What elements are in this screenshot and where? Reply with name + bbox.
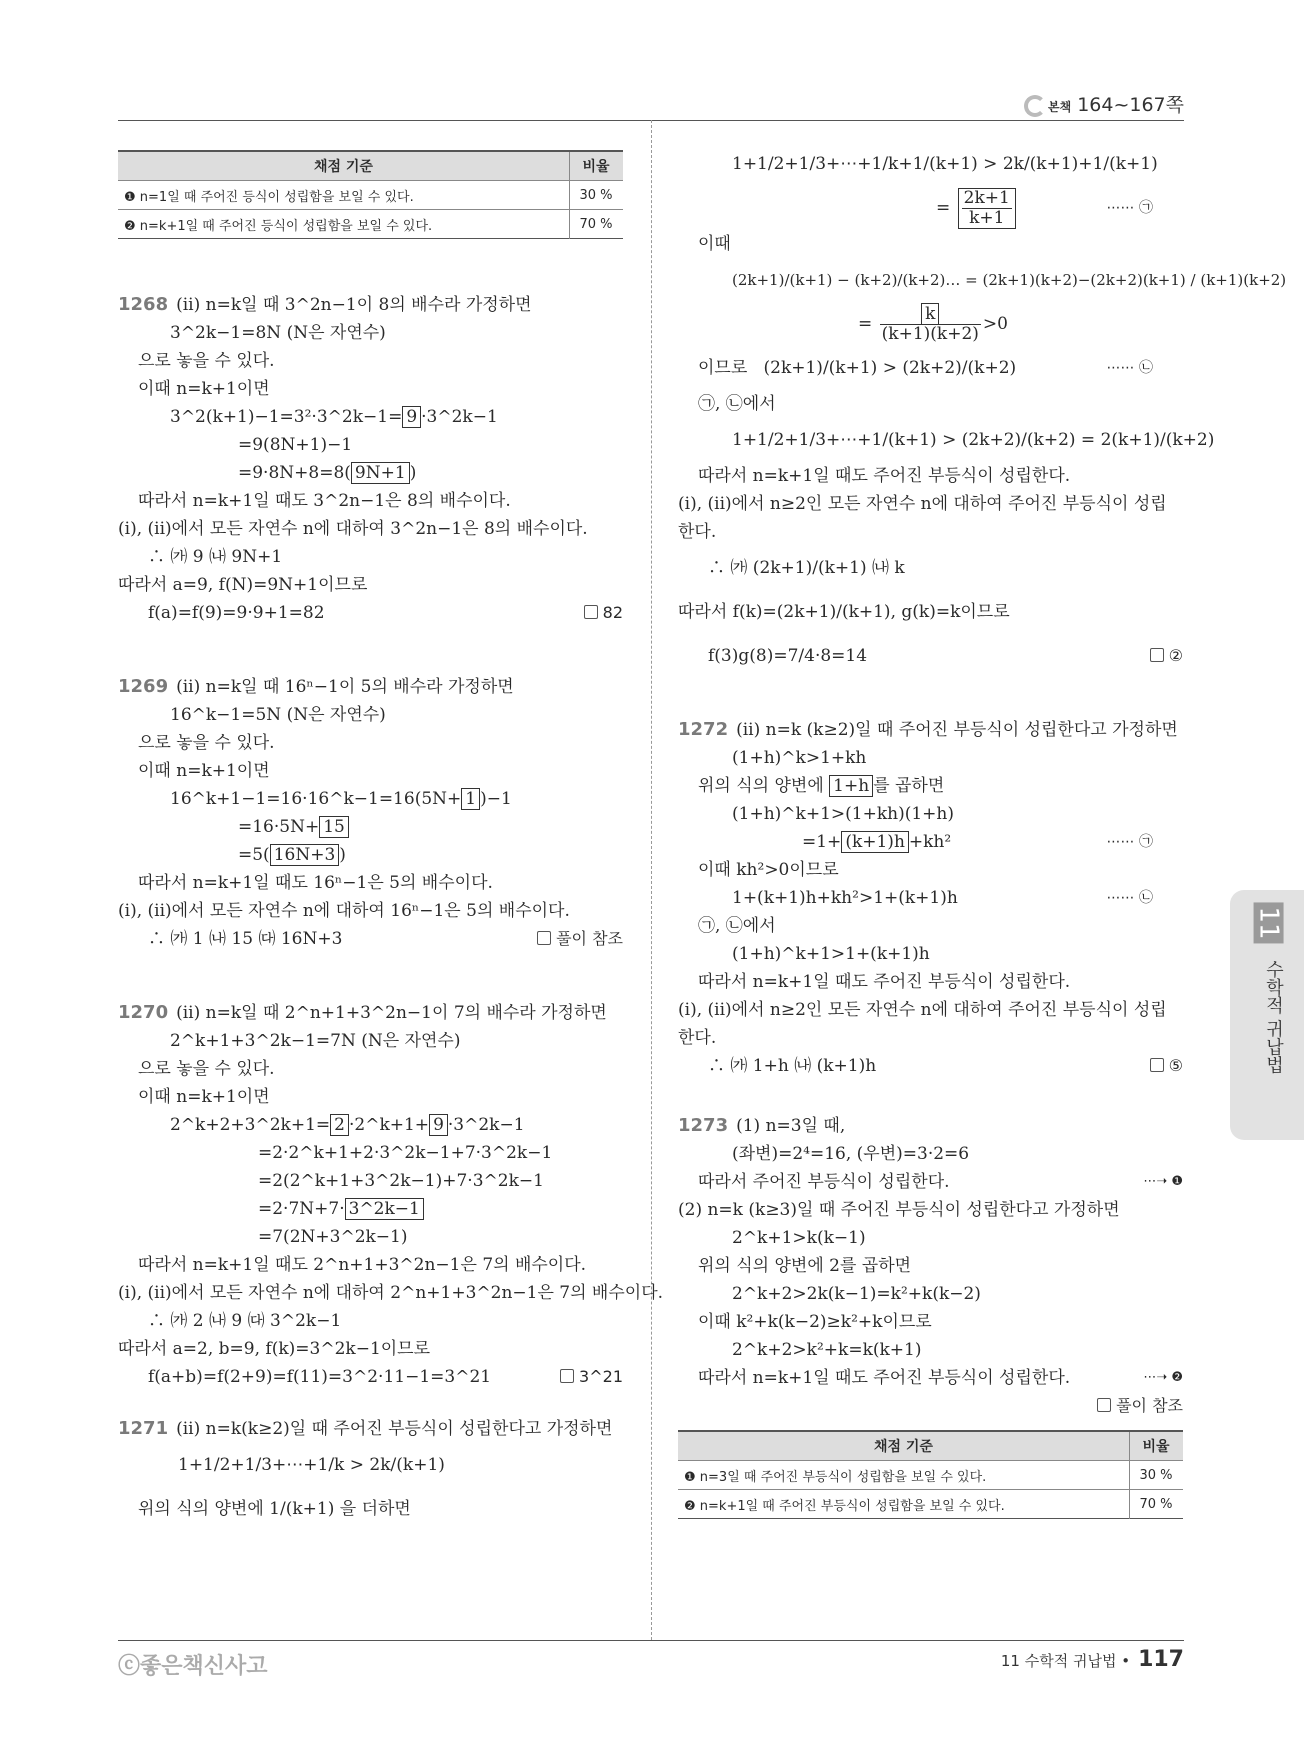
- text-line: (i), (ii)에서 n≥2인 모든 자연수 n에 대하여 주어진 부등식이 성립: [678, 494, 1167, 514]
- table-row: [678, 1461, 1183, 1490]
- text-line: (1) n=3일 때,: [736, 1116, 846, 1136]
- text-line: (ii) n=k일 때 3^2n−1이 8의 배수라 가정하면: [176, 295, 532, 315]
- math-expr: =16·5N+: [238, 817, 320, 837]
- math-expr: 1+1/2+1/3+⋯+1/k+1/(k+1) > 2k/(k+1)+1/(k+1): [732, 154, 1158, 174]
- text-line: ㉠, ㉡에서: [698, 916, 776, 936]
- blank-box: [958, 188, 1016, 229]
- fraction-numerator: 2k+1: [963, 188, 1010, 208]
- text-line: 위의 식의 양변에: [698, 776, 824, 796]
- text-line: 이때 n=k+1이면: [138, 761, 270, 781]
- blank-box: 1+h: [829, 775, 873, 797]
- math-expr: >0: [982, 314, 1008, 334]
- math-expr: ·3^2k−1: [421, 407, 498, 427]
- math-expr: =2·7N+7·: [258, 1199, 345, 1219]
- equation-marker: ⋯⋯ ㉠: [1106, 200, 1153, 216]
- text-line: 따라서 a=9, f(N)=9N+1이므로: [118, 575, 368, 595]
- step-marker: ⋯➝ ❶: [1143, 1174, 1183, 1189]
- blank-box: 2: [330, 1114, 349, 1136]
- math-expr: f(3)g(8)=7/4·8=14: [708, 646, 868, 666]
- problem-number: 1269: [118, 676, 169, 697]
- chapter-title: 수학적 귀납법: [1263, 960, 1284, 1074]
- text-line: 2^k+1+3^2k−1=7N (N은 자연수): [170, 1031, 461, 1051]
- answer-value: 82: [602, 603, 623, 622]
- answer: [1150, 634, 1183, 678]
- chapter-label: 11 수학적 귀납법 •: [1000, 1652, 1131, 1670]
- publisher-logo: ⓒ좋은책신사고: [118, 1654, 268, 1679]
- fraction-denominator: k+1: [969, 208, 1005, 228]
- text-line: 으로 놓을 수 있다.: [138, 1059, 275, 1079]
- problem-number: 1273: [678, 1115, 729, 1136]
- blank-box: 9: [402, 406, 421, 428]
- step-marker: ⋯➝ ❷: [1143, 1370, 1183, 1385]
- math-expr: 1/(k+1): [269, 1499, 335, 1519]
- blank-box: k: [921, 303, 939, 325]
- text-line: ∴ ㈎ 2 ㈏ 9 ㈐ 3^2k−1: [148, 1311, 342, 1331]
- text-line: (2) n=k (k≥3)일 때 주어진 부등식이 성립한다고 가정하면: [678, 1200, 1120, 1220]
- page-info: [1001, 1647, 1184, 1672]
- text-line: 이때 n=k+1이면: [138, 1087, 270, 1107]
- math-expr: f(a+b)=f(2+9)=f(11)=3^2·11−1=3^21: [148, 1367, 492, 1387]
- math-expr: =2·2^k+1+2·3^2k−1+7·3^2k−1: [258, 1143, 553, 1163]
- text-line: (i), (ii)에서 n≥2인 모든 자연수 n에 대하여 주어진 부등식이 성립: [678, 1000, 1167, 1020]
- problem-number: 1272: [678, 719, 729, 740]
- text-line: 16^k−1=5N (N은 자연수): [170, 705, 386, 725]
- text-line: ∴ ㈎ 9 ㈏ 9N+1: [148, 547, 283, 567]
- answer-value: ⑤: [1168, 1056, 1183, 1075]
- text-line: (ii) n=k일 때 2^n+1+3^2n−1이 7의 배수라 가정하면: [176, 1003, 607, 1023]
- math-expr: ): [339, 845, 346, 865]
- ratio-cell: 30 %: [1130, 1461, 1184, 1490]
- math-expr: =9·8N+8=8(: [238, 463, 351, 483]
- text-line: 따라서 n=k+1일 때도 주어진 부등식이 성립한다.: [698, 972, 1071, 992]
- table-header-ratio: 비율: [570, 151, 624, 181]
- math-expr: 2^k+2>2k(k−1)=k²+k(k−2): [732, 1284, 981, 1304]
- table-row: [118, 210, 623, 239]
- text-line: 위의 식의 양변에 2를 곱하면: [698, 1256, 912, 1276]
- text-line: 위의 식의 양변에: [138, 1499, 264, 1519]
- text-line: 이때 kh²>0이므로: [698, 860, 839, 880]
- math-expr: 2^k+2+3^2k+1=: [170, 1115, 331, 1135]
- text-line: (i), (ii)에서 모든 자연수 n에 대하여 2^n+1+3^2n−1은 7의 배수이다.: [118, 1283, 664, 1303]
- text-line: (i), (ii)에서 모든 자연수 n에 대하여 16ⁿ−1은 5의 배수이다.: [118, 901, 570, 921]
- blank-box: 16N+3: [270, 844, 340, 866]
- blank-box: 9: [429, 1114, 448, 1136]
- math-expr: 1+1/2+1/3+⋯+1/(k+1) > (2k+2)/(k+2) = 2(k+1)/(k+2): [732, 430, 1215, 450]
- page-footer: [118, 1640, 1184, 1679]
- math-expr: 1+(k+1)h+kh²>1+(k+1)h: [732, 888, 958, 908]
- math-expr: ·2^k+1+: [348, 1115, 430, 1135]
- answer: [1097, 1392, 1183, 1420]
- text-line: ∴ ㈎ 1+h ㈏ (k+1)h: [708, 1056, 877, 1076]
- math-expr: 3^2(k+1)−1=3²·3^2k−1=: [170, 407, 403, 427]
- text-line: ㉠, ㉡에서: [698, 394, 776, 414]
- text-line: 따라서 n=k+1일 때도 16ⁿ−1은 5의 배수이다.: [138, 873, 493, 893]
- answer-icon: [1150, 648, 1164, 662]
- math-expr: 16^k+1−1=16·16^k−1=16(5N+: [170, 789, 462, 809]
- answer: [537, 925, 623, 953]
- math-expr: 1+1/2+1/3+⋯+1/k >: [178, 1455, 365, 1475]
- text-line: 한다.: [678, 522, 717, 542]
- answer: [584, 599, 623, 627]
- text-line: 3^2k−1=8N (N은 자연수): [170, 323, 386, 343]
- math-expr: =7(2N+3^2k−1): [258, 1227, 408, 1247]
- blank-box: (k+1)h: [841, 831, 909, 853]
- problem-1271-cont: 1+1/2+1/3+⋯+1/k+1/(k+1) > 2k/(k+1)+1/(k+1) = $\frac{2k+1}{k+1}$ ⋯⋯ ㉠ 이때 (2k+1)/(k+1) − (k+2)/(k+2)… = (2k+1)(k+2)−(2k+2)(k+1) / (k+1)(k+2) = $\frac{k}{(k+1)(k+2)}$ >0 이므로 (2k+1)/(k+1) > (2k+2)/(k+2) ⋯⋯ ㉡ ㉠, ㉡에서 1+1/2+1/3+⋯+1/(k+1) > (2k+2)/(k+2) = 2(k+1)/(k+2) 따라서 n=k+1일 때도 주어진 부등식이 성립한다. (i), (ii)에서 n≥2인 모든 자연수 n에 대하여 주어진 부등식이 성립 한다. ∴ ㈎ (2k+1)/(k+1) ㈏ k 따라서 f(k)=(2k+1)/(k+1), g(k)=k이므로 f(3)g(8)=7/4·8=14 ②: [678, 142, 1183, 678]
- problem-1268: [118, 291, 623, 627]
- score-table-2: [678, 1430, 1183, 1519]
- table-header-ratio: 비율: [1130, 1431, 1184, 1461]
- math-expr: (2k+1)/(k+1) > (2k+2)/(k+2): [763, 358, 1017, 378]
- text-line: 따라서 n=k+1일 때도 주어진 부등식이 성립한다.: [698, 466, 1071, 486]
- blank-box: 1: [461, 788, 480, 810]
- math-expr: =2(2^k+1+3^2k−1)+7·3^2k−1: [258, 1171, 544, 1191]
- table-header-criteria: 채점 기준: [118, 151, 570, 181]
- ratio-cell: 30 %: [570, 181, 624, 210]
- equation-marker: ⋯⋯ ㉡: [1106, 360, 1153, 376]
- book-page-reference: [1024, 90, 1184, 117]
- math-expr: )−1: [480, 789, 512, 809]
- math-expr: (1+h)^k>1+kh: [732, 748, 867, 768]
- problem-number: 1270: [118, 1002, 169, 1023]
- math-expr: 2^k+1>k(k−1): [732, 1228, 866, 1248]
- text-line: 이때 n=k+1이면: [138, 379, 270, 399]
- book-label: 본책: [1048, 100, 1072, 114]
- text-line: 를 곱하면: [873, 776, 945, 796]
- problem-number: 1268: [118, 294, 169, 315]
- answer-icon: [560, 1369, 574, 1383]
- math-expr: f(a)=f(9)=9·9+1=82: [148, 603, 325, 623]
- math-expr: (1+h)^k+1>(1+kh)(1+h): [732, 804, 954, 824]
- text-line: 으로 놓을 수 있다.: [138, 733, 275, 753]
- blank-box: 15: [319, 816, 349, 838]
- table-row: [118, 181, 623, 210]
- text-line: 따라서 n=k+1일 때도 2^n+1+3^2n−1은 7의 배수이다.: [138, 1255, 587, 1275]
- answer-value: 풀이 참조: [556, 929, 623, 948]
- text-line: (ii) n=k일 때 16ⁿ−1이 5의 배수라 가정하면: [176, 677, 514, 697]
- text-line: 따라서 주어진 부등식이 성립한다.: [698, 1172, 950, 1192]
- text-line: 따라서 n=k+1일 때도 3^2n−1은 8의 배수이다.: [138, 491, 511, 511]
- page-number: 117: [1138, 1647, 1184, 1672]
- text-line: ∴ ㈎ (2k+1)/(k+1) ㈏ k: [708, 558, 905, 578]
- criteria-cell: ❷ n=k+1일 때 주어진 등식이 성립함을 보일 수 있다.: [118, 210, 570, 239]
- text-line: (ii) n=k (k≥2)일 때 주어진 부등식이 성립한다고 가정하면: [736, 720, 1178, 740]
- math-expr: =1+: [802, 832, 842, 852]
- math-expr: (1+h)^k+1>1+(k+1)h: [732, 944, 930, 964]
- fraction-denominator: (k+1)(k+2): [881, 324, 979, 344]
- text-line: 한다.: [678, 1028, 717, 1048]
- text-line: ∴ ㈎ 1 ㈏ 15 ㈐ 16N+3: [148, 929, 343, 949]
- problem-number: 1271: [118, 1418, 169, 1439]
- problem-1272: [678, 716, 1183, 1080]
- table-header-criteria: 채점 기준: [678, 1431, 1130, 1461]
- score-table-1: [118, 150, 623, 239]
- math-expr: (2k+1)/(k+1) − (k+2)/(k+2)… = (2k+1)(k+2)−(2k+2)(k+1) / (k+1)(k+2): [732, 271, 1287, 289]
- text-line: 이때: [698, 234, 731, 254]
- math-expr: ): [409, 463, 417, 483]
- answer: [560, 1363, 623, 1391]
- answer-icon: [1150, 1058, 1164, 1072]
- fraction: [880, 305, 981, 344]
- text-line: 이때 k²+k(k−2)≥k²+k이므로: [698, 1312, 932, 1332]
- criteria-cell: ❶ n=3일 때 주어진 부등식이 성립함을 보일 수 있다.: [678, 1461, 1130, 1490]
- left-column: [118, 150, 664, 1531]
- blank-box: 3^2k−1: [345, 1198, 424, 1220]
- text-line: (i), (ii)에서 모든 자연수 n에 대하여 3^2n−1은 8의 배수이다.: [118, 519, 588, 539]
- text-line: 따라서 f(k)=(2k+1)/(k+1), g(k)=k이므로: [678, 602, 1010, 622]
- page-range: 164~167쪽: [1077, 94, 1184, 116]
- problem-1271: [118, 1415, 623, 1531]
- text-line: 따라서 n=k+1일 때도 주어진 부등식이 성립한다.: [698, 1368, 1071, 1388]
- criteria-cell: ❶ n=1일 때 주어진 등식이 성립함을 보일 수 있다.: [118, 181, 570, 210]
- answer-icon: [1097, 1398, 1111, 1412]
- answer-value: 풀이 참조: [1116, 1396, 1183, 1415]
- criteria-cell: ❷ n=k+1일 때 주어진 부등식이 성립함을 보일 수 있다.: [678, 1490, 1130, 1519]
- page-header: [118, 60, 1184, 121]
- answer-icon: [584, 605, 598, 619]
- answer-value: ②: [1168, 646, 1183, 665]
- text-line: (ii) n=k(k≥2)일 때 주어진 부등식이 성립한다고 가정하면: [176, 1419, 613, 1439]
- text-line: 을 더하면: [339, 1499, 411, 1519]
- answer-value: 3^21: [579, 1367, 623, 1386]
- chapter-number: 11: [1254, 902, 1284, 943]
- problem-1270: [118, 999, 664, 1391]
- arrow-icon: [1024, 95, 1046, 117]
- text-line: 이므로: [698, 358, 748, 378]
- blank-box: 9N+1: [351, 462, 410, 484]
- equation-marker: ⋯⋯ ㉡: [1106, 890, 1153, 906]
- math-expr: =5(: [238, 845, 270, 865]
- table-row: [678, 1490, 1183, 1519]
- equation-marker: ⋯⋯ ㉠: [1106, 834, 1153, 850]
- problem-1269: [118, 673, 623, 953]
- chapter-side-tab[interactable]: [1230, 890, 1304, 1140]
- answer-icon: [537, 931, 551, 945]
- text-line: 으로 놓을 수 있다.: [138, 351, 275, 371]
- column-divider: [651, 120, 652, 1640]
- math-expr: =9(8N+1)−1: [238, 435, 353, 455]
- math-expr: +kh²: [908, 832, 952, 852]
- math-expr: (좌변)=2⁴=16, (우변)=3·2=6: [732, 1144, 970, 1164]
- math-expr: 2^k+2>k²+k=k(k+1): [732, 1340, 922, 1360]
- math-expr: 2k/(k+1): [369, 1455, 445, 1475]
- math-expr: ·3^2k−1: [447, 1115, 525, 1135]
- text-line: 따라서 a=2, b=9, f(k)=3^2k−1이므로: [118, 1339, 431, 1359]
- problem-1273: [678, 1112, 1183, 1420]
- ratio-cell: 70 %: [1130, 1490, 1184, 1519]
- ratio-cell: 70 %: [570, 210, 624, 239]
- answer: [1150, 1052, 1183, 1080]
